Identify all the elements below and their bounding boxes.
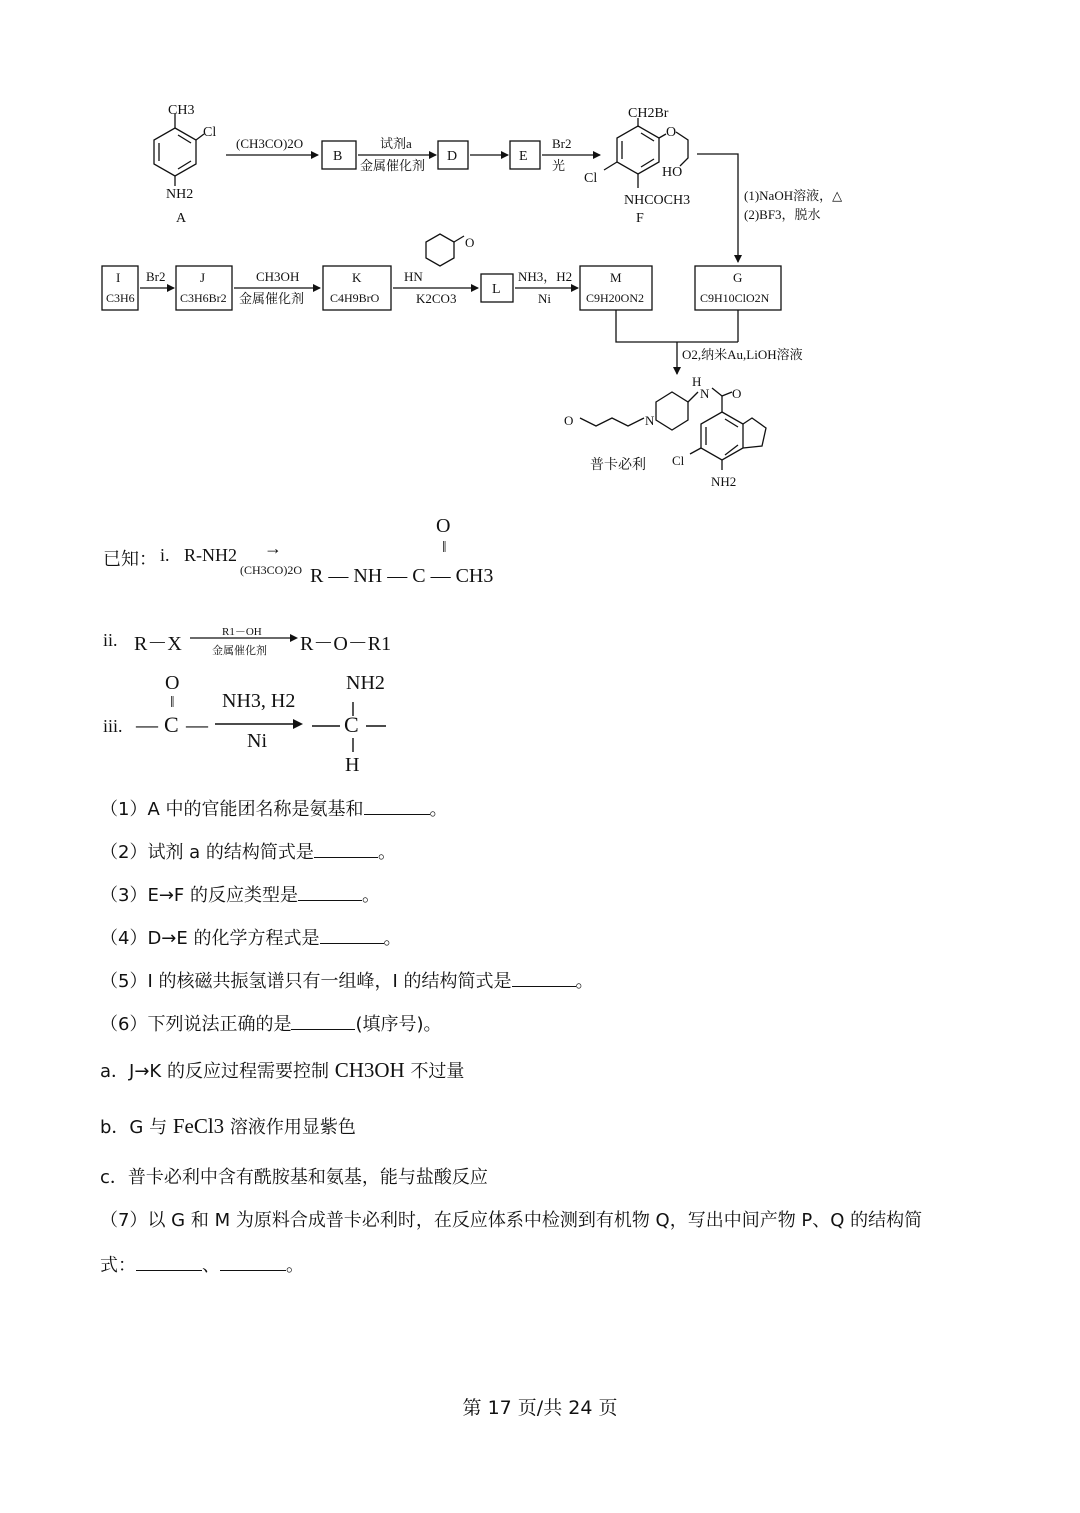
page-footer: 第 17 页/共 24 页: [462, 1397, 618, 1419]
compound-f-label: F: [636, 211, 644, 226]
arrow-ij-reagent: Br2: [146, 269, 166, 284]
question-7: [100, 1206, 922, 1232]
question-4-text: （4）D→E 的化学方程式是: [100, 928, 320, 949]
compound-a-label: A: [176, 211, 187, 226]
compound-a-structure: [154, 114, 204, 186]
known-i-reactant: R-NH2: [184, 545, 237, 565]
answer-blank-1[interactable]: [364, 798, 430, 815]
known-iii-nh2: NH2: [346, 672, 385, 694]
option-b: [100, 1113, 356, 1139]
a-nh2-label: NH2: [166, 187, 194, 202]
product-name: 普卡必利: [590, 458, 646, 473]
question-7-prefix: 式：: [100, 1255, 136, 1276]
known-iii-top: NH3, H2: [222, 690, 296, 712]
answer-blank-5[interactable]: [512, 970, 576, 987]
known-ii-label: ii.: [103, 630, 118, 650]
question-2: [100, 838, 396, 864]
arrow-jk-top: CH3OH: [256, 269, 300, 284]
question-1-end: 。: [429, 799, 448, 820]
question-5-end: 。: [575, 971, 594, 992]
question-7-line2: [100, 1251, 304, 1277]
option-b-end: 溶液作用显紫色: [229, 1117, 356, 1138]
known-iii-label: iii.: [103, 716, 123, 736]
piperidinone-structure: [426, 234, 464, 266]
known-i-double-bond: ‖: [442, 539, 447, 556]
answer-blank-2[interactable]: [314, 841, 378, 858]
known-ii-top: R1－OH: [222, 626, 262, 638]
product-amide-n-label: N: [700, 386, 710, 401]
answer-blank-7p[interactable]: [136, 1254, 202, 1271]
arrow3-top: Br2: [552, 136, 572, 151]
question-5: [100, 967, 594, 993]
question-7-separator: 、: [202, 1255, 220, 1276]
arrow2-top: 试剂a: [380, 136, 412, 151]
final-arrow-reagent: O2,纳米Au,LiOH溶液: [682, 347, 803, 362]
option-b-text: b．G 与: [100, 1117, 168, 1138]
arrow-fg-step2: (2)BF3，脱水: [744, 207, 821, 222]
arrow-lm-top: NH3，H2: [518, 269, 573, 284]
box-l-label: L: [492, 282, 501, 297]
question-6-end: (填序号)。: [355, 1014, 442, 1035]
known-ii-arrow: [190, 630, 300, 644]
answer-blank-4[interactable]: [320, 927, 384, 944]
box-k-label: K: [352, 270, 362, 285]
question-3-end: 。: [361, 885, 380, 906]
known-iii-double-bond: ‖: [170, 694, 175, 711]
question-4: [100, 924, 402, 950]
known-iii-c-right: —: [186, 712, 208, 737]
box-k-formula: C4H9BrO: [330, 291, 380, 305]
arrow-kl-reagent-hn: HN: [404, 269, 423, 284]
box-e-label: E: [519, 149, 528, 164]
known-iii-o: O: [165, 672, 180, 694]
known-ii-product: R－O－R1: [300, 633, 392, 655]
product-piperidine-n-label: N: [645, 413, 655, 428]
question-7-text: （7）以 G 和 M 为原料合成普卡必利时，在反应体系中检测到有机物 Q，写出中间产物 P、Q 的结构简: [100, 1210, 923, 1231]
box-d-label: D: [447, 149, 458, 164]
question-6-text: （6）下列说法正确的是: [100, 1014, 292, 1035]
arrow-f-to-g: [697, 154, 738, 262]
known-iii-c: C: [164, 712, 179, 737]
product-carbonyl-o-label: O: [732, 386, 742, 401]
known-iii-c-left: —: [136, 712, 158, 737]
f-o-label: O: [666, 125, 677, 140]
option-c: [100, 1163, 488, 1189]
option-a-end: 不过量: [410, 1061, 465, 1082]
question-3-text: （3）E→F 的反应类型是: [100, 885, 298, 906]
question-5-text: （5）I 的核磁共振氢谱只有一组峰，I 的结构简式是: [100, 971, 512, 992]
question-2-text: （2）试剂 a 的结构简式是: [100, 842, 314, 863]
arrow2-bottom: 金属催化剂: [360, 158, 426, 173]
known-title: 已知：: [103, 549, 157, 569]
a-ch3-label: CH3: [168, 103, 195, 118]
f-cl-label: Cl: [584, 171, 598, 186]
box-j-label: J: [200, 270, 206, 285]
question-7-end: 。: [286, 1255, 304, 1276]
arrow-kl-base: K2CO3: [416, 291, 457, 306]
known-ii-bottom: 金属催化剂: [212, 645, 267, 657]
arrow-fg-step1: (1)NaOH溶液，△: [744, 188, 843, 203]
answer-blank-6[interactable]: [291, 1013, 355, 1030]
known-i-arrow: →: [264, 538, 282, 558]
product-methoxy-o-label: O: [564, 413, 574, 428]
box-b-label: B: [333, 149, 343, 164]
option-a-text: a．J→K 的反应过程需要控制: [100, 1061, 329, 1082]
product-h-label: H: [692, 374, 702, 389]
arrow-kl-ketone-o: O: [465, 235, 475, 250]
known-iii-h: H: [345, 754, 360, 776]
arrow-jk-bottom: 金属催化剂: [239, 291, 305, 306]
known-i-o: O: [436, 515, 451, 537]
f-ch2br-label: CH2Br: [628, 106, 669, 121]
answer-blank-3[interactable]: [298, 884, 362, 901]
question-1-text: （1）A 中的官能团名称是氨基和: [100, 799, 364, 820]
known-i-label: i.: [160, 545, 170, 565]
question-4-end: 。: [383, 928, 402, 949]
box-i-label: I: [116, 270, 121, 285]
box-g-label: G: [733, 270, 743, 285]
question-2-end: 。: [377, 842, 396, 863]
product-nh2-label: NH2: [711, 474, 737, 489]
box-j-formula: C3H6Br2: [180, 291, 227, 305]
option-a-formula: CH3OH: [334, 1058, 405, 1082]
box-m-label: M: [610, 270, 622, 285]
a-cl-label: Cl: [203, 125, 217, 140]
known-iii-bottom: Ni: [247, 730, 267, 752]
f-amide-label: NHCOCH3: [624, 193, 691, 208]
known-iii-arrow: [215, 717, 305, 731]
question-6: [100, 1010, 442, 1036]
question-3: [100, 881, 380, 907]
known-i-product: R — NH — C — CH3: [310, 565, 494, 587]
question-1: [100, 795, 448, 821]
product-cl-label: Cl: [672, 453, 685, 468]
known-iii-product-c: C: [344, 712, 359, 737]
option-a: [100, 1057, 464, 1083]
box-i-formula: C3H6: [106, 291, 135, 305]
arrow-lm-bottom: Ni: [538, 291, 551, 306]
box-m-formula: C9H20ON2: [586, 291, 645, 305]
arrow1-reagent: (CH3CO)2O: [236, 136, 304, 151]
box-g-formula: C9H10ClO2N: [700, 291, 770, 305]
f-ho-label: HO: [662, 165, 683, 180]
known-i-reagent: (CH3CO)2O: [240, 563, 302, 577]
reaction-scheme: [0, 0, 1080, 510]
answer-blank-7q[interactable]: [220, 1254, 286, 1271]
option-c-text: c．普卡必利中含有酰胺基和氨基，能与盐酸反应: [100, 1167, 488, 1188]
option-b-formula: FeCl3: [172, 1114, 225, 1138]
arrow3-bottom: 光: [552, 158, 566, 173]
known-ii-reactant: R－X: [134, 633, 182, 655]
